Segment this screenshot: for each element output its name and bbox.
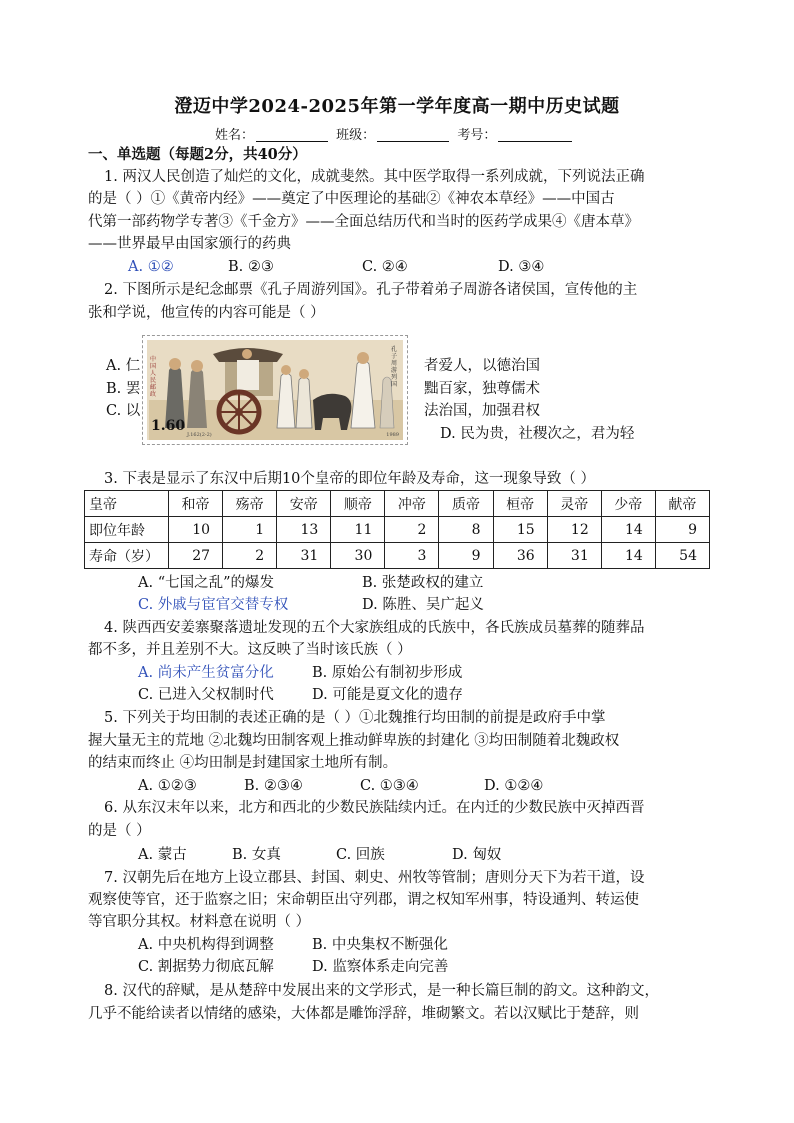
table-cell: 30 <box>331 543 385 569</box>
table-cell: 灵帝 <box>547 491 601 517</box>
q5-options <box>138 775 543 797</box>
q5-line3: 的结束而终止 ④均田制是封建国家土地所有制。 <box>88 755 398 771</box>
q4-option-c[interactable]: C. 已进入父权制时代 <box>138 687 274 703</box>
q4-options-row2 <box>138 684 463 706</box>
table-row <box>85 543 710 569</box>
q6-line2: 的是（ ） <box>88 823 151 839</box>
table-cell: 殇帝 <box>223 491 277 517</box>
table-cell: 12 <box>547 517 601 543</box>
table-cell: 13 <box>277 517 331 543</box>
table-cell: 11 <box>331 517 385 543</box>
table-cell: 安帝 <box>277 491 331 517</box>
q2-option-a-end[interactable]: 者爱人，以德治国 <box>424 358 540 374</box>
q2-option-a-start[interactable]: A. 仁 <box>106 358 141 374</box>
q4-option-b[interactable]: B. 原始公有制初步形成 <box>312 665 463 681</box>
q2-line2: 张和学说，他宣传的内容可能是（ ） <box>88 305 325 321</box>
q6-options <box>138 844 501 866</box>
table-cell: 桓帝 <box>493 491 547 517</box>
id-field[interactable] <box>498 129 572 142</box>
q6-option-d[interactable]: D. 匈奴 <box>452 847 502 863</box>
q1-line3: 代第一部药物学专著③《千金方》——全面总结历代和当时的医药学成果④《唐本草》 <box>88 214 639 230</box>
section-heading: 一、单选题（每题2分，共40分） <box>88 146 307 163</box>
q7-option-a[interactable]: A. 中央机构得到调整 <box>138 937 274 953</box>
q4-option-a[interactable]: A. 尚未产生贫富分化 <box>138 665 274 681</box>
q2-line1: 2. 下图所示是纪念邮票《孔子周游列国》。孔子带着弟子周游各诸侯国，宣传他的主 <box>104 282 638 298</box>
q3-option-b[interactable]: B. 张楚政权的建立 <box>362 575 484 591</box>
q3-line1: 3. 下表是显示了东汉中后期10个皇帝的即位年龄及寿命，这一现象导致（ ） <box>104 471 596 487</box>
confucius-stamp-image <box>142 335 408 445</box>
q3-options-row1 <box>138 572 483 594</box>
q6-option-a[interactable]: A. 蒙古 <box>138 847 187 863</box>
q2-option-b-end[interactable]: 黜百家，独尊儒术 <box>424 381 540 397</box>
table-cell: 14 <box>601 517 655 543</box>
table-cell: 2 <box>385 517 439 543</box>
stamp-year: 1989 <box>386 432 399 438</box>
q1-line1: 1. 两汉人民创造了灿烂的文化，成就斐然。其中医学取得一系列成就，下列说法正确 <box>104 169 645 185</box>
table-cell: 8 <box>439 517 493 543</box>
table-cell: 31 <box>547 543 601 569</box>
q7-options-row1 <box>138 934 448 956</box>
name-field[interactable] <box>256 129 328 142</box>
table-cell: 顺帝 <box>331 491 385 517</box>
q6-line1: 6. 从东汉末年以来，北方和西北的少数民族陆续内迁。在内迁的少数民族中灭掉西晋 <box>104 800 645 816</box>
table-cell: 少帝 <box>601 491 655 517</box>
table-cell: 9 <box>655 517 709 543</box>
exam-title: 澄迈中学2024-2025年第一学年度高一期中历史试题 <box>174 96 620 117</box>
table-cell: 27 <box>169 543 223 569</box>
table-cell: 3 <box>385 543 439 569</box>
q1-option-a[interactable]: A. ①② <box>128 259 174 275</box>
table-cell: 质帝 <box>439 491 493 517</box>
table-cell: 献帝 <box>655 491 709 517</box>
q5-option-a[interactable]: A. ①②③ <box>138 778 197 794</box>
table-cell: 1 <box>223 517 277 543</box>
q3-option-d[interactable]: D. 陈胜、吴广起义 <box>362 597 484 613</box>
q4-line1: 4. 陕西西安姜寨聚落遗址发现的五个大家族组成的氏族中，各氏族成员墓葬的随葬品 <box>104 620 645 636</box>
stamp-serial: J.162(2-2) <box>187 432 212 438</box>
table-cell: 9 <box>439 543 493 569</box>
q6-option-b[interactable]: B. 女真 <box>232 847 281 863</box>
class-label: 班级： <box>336 128 376 143</box>
q4-options-row1 <box>138 662 462 684</box>
table-row <box>85 491 710 517</box>
q4-line2: 都不多，并且差别不大。这反映了当时该氏族（ ） <box>88 642 412 658</box>
table-cell: 54 <box>655 543 709 569</box>
table-cell: 15 <box>493 517 547 543</box>
table-cell: 冲帝 <box>385 491 439 517</box>
q2-option-c-start[interactable]: C. 以 <box>106 403 141 419</box>
q2-option-d[interactable]: D. 民为贵，社稷次之，君为轻 <box>440 426 635 442</box>
q5-option-b[interactable]: B. ②③④ <box>244 778 303 794</box>
q5-option-c[interactable]: C. ①③④ <box>360 778 419 794</box>
q3-option-c[interactable]: C. 外戚与宦官交替专权 <box>138 597 289 613</box>
q1-option-b[interactable]: B. ②③ <box>228 259 274 275</box>
stamp-country: 中国人民邮政 <box>150 356 157 398</box>
q1-option-d[interactable]: D. ③④ <box>498 259 545 275</box>
table-cell: 2 <box>223 543 277 569</box>
class-field[interactable] <box>377 129 449 142</box>
stamp-value: 1.60 <box>151 418 186 434</box>
q7-line3: 等官职分其权。材料意在说明（ ） <box>88 914 311 930</box>
q7-line1: 7. 汉朝先后在地方上设立郡县、封国、刺史、州牧等管制；唐则分天下为若干道，设 <box>104 870 645 886</box>
q2-option-c-end[interactable]: 法治国，加强君权 <box>424 403 540 419</box>
q7-option-d[interactable]: D. 监察体系走向完善 <box>312 959 449 975</box>
id-label: 考号： <box>457 128 497 143</box>
q1-option-c[interactable]: C. ②④ <box>362 259 408 275</box>
q8-line2: 几乎不能给读者以情绪的感染，大体都是雕饰浮辞，堆砌繁文。若以汉赋比于楚辞，则 <box>88 1006 639 1022</box>
q1-line4: ——世界最早由国家颁行的药典 <box>88 236 291 252</box>
q5-line1: 5. 下列关于均田制的表述正确的是（ ）①北魏推行均田制的前提是政府手中掌 <box>104 710 606 726</box>
table-cell: 即位年龄 <box>85 517 169 543</box>
table-cell: 寿命（岁） <box>85 543 169 569</box>
table-cell: 10 <box>169 517 223 543</box>
q3-option-a[interactable]: A. “七国之乱”的爆发 <box>138 575 275 591</box>
q8-line1: 8. 汉代的辞赋，是从楚辞中发展出来的文学形式，是一种长篇巨制的韵文。这种韵文， <box>104 983 659 999</box>
q7-option-b[interactable]: B. 中央集权不断强化 <box>312 937 448 953</box>
q7-option-c[interactable]: C. 割据势力彻底瓦解 <box>138 959 274 975</box>
q3-options-row2 <box>138 594 484 616</box>
table-cell: 36 <box>493 543 547 569</box>
q2-option-b-start[interactable]: B. 罢 <box>106 381 141 397</box>
stamp-illustration <box>147 340 403 440</box>
q1-line2: 的是（ ）①《黄帝内经》——奠定了中医理论的基础②《神农本草经》——中国古 <box>88 191 615 207</box>
q4-option-d[interactable]: D. 可能是夏文化的遗存 <box>312 687 463 703</box>
q7-line2: 观察使等官，还于监察之旧；宋命朝臣出守列郡，谓之权知军州事，特设通判、转运使 <box>88 892 639 908</box>
q7-options-row2 <box>138 956 448 978</box>
table-cell: 14 <box>601 543 655 569</box>
table-row <box>85 517 710 543</box>
table-cell: 31 <box>277 543 331 569</box>
table-cell: 皇帝 <box>85 491 169 517</box>
table-cell: 和帝 <box>169 491 223 517</box>
student-info-line <box>215 124 576 143</box>
name-label: 姓名： <box>215 128 255 143</box>
stamp-caption: 孔子周游列国 <box>391 346 398 388</box>
emperor-table <box>84 490 710 569</box>
q1-options <box>128 256 544 278</box>
q5-option-d[interactable]: D. ①②④ <box>484 778 544 794</box>
q5-line2: 握大量无主的荒地 ②北魏均田制客观上推动鲜卑族的封建化 ③均田制随着北魏政权 <box>88 733 620 749</box>
q6-option-c[interactable]: C. 回族 <box>336 847 385 863</box>
